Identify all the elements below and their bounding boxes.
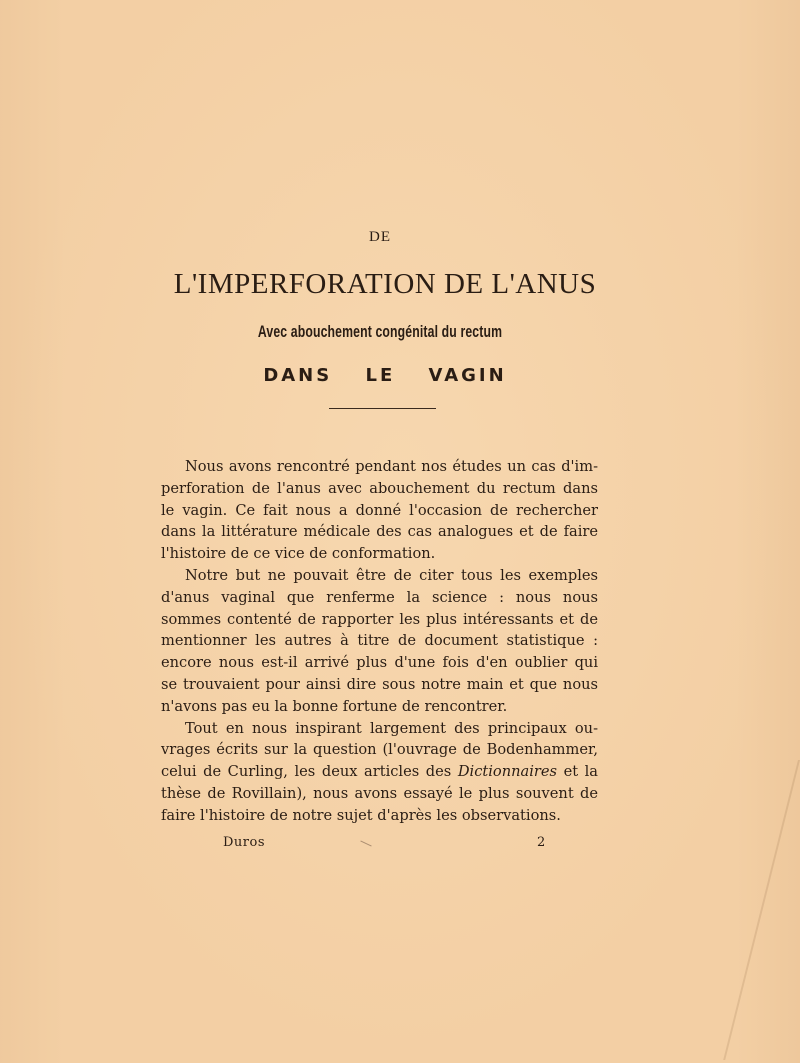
text-line: dans la littérature médicale des cas analogues et de faire — [161, 523, 598, 541]
text-line: d'anus vaginal que renferme la science : nous nous — [161, 588, 598, 606]
page-crease — [723, 760, 800, 1060]
title-divider — [329, 408, 436, 409]
page-title: L'IMPERFORATION DE L'ANUS — [173, 268, 597, 300]
text-line: faire l'histoire de notre sujet d'après les observations. — [161, 806, 561, 824]
text-line-with-italic — [161, 761, 598, 783]
text-line: Nous avons rencontré pendant nos études un cas d'im- — [185, 458, 598, 475]
text-line: encore nous est-il arrivé plus d'une fois d'en oublier qui — [161, 654, 598, 672]
subtitle-dans-le-vagin: DANS LE VAGIN — [263, 365, 507, 386]
text-line: n'avons pas eu la bonne fortune de rencontrer. — [161, 697, 508, 715]
heading-de: DE — [369, 229, 391, 245]
text-segment: et la — [563, 763, 599, 781]
italic-dictionnaires: Dictionnaires — [457, 763, 557, 781]
text-line: mentionner les autres à titre de document statistique : — [161, 632, 598, 650]
text-line: perforation de l'anus avec abouchement du rectum dans — [161, 479, 598, 497]
text-line: thèse de Rovillain), nous avons essayé le plus souvent de — [161, 784, 598, 802]
subtitle: Avec abouchement congénital du rectum — [257, 322, 503, 341]
body-text — [161, 456, 598, 827]
text-line: sommes contenté de rapporter les plus intéressants et de — [161, 610, 598, 628]
printer-mark — [360, 841, 371, 847]
footer-author: Duros — [223, 835, 266, 850]
text-line: se trouvaient pour ainsi dire sous notre main et que nous — [161, 675, 598, 693]
paragraph-2 — [161, 565, 598, 718]
text-line: le vagin. Ce fait nous a donné l'occasion de rechercher — [161, 501, 598, 519]
footer-page-number: 2 — [537, 835, 546, 850]
text-segment: celui de Curling, les deux articles des — [161, 763, 452, 781]
text-line: vrages écrits sur la question (l'ouvrage de Bodenhammer, — [161, 741, 598, 759]
text-line: Tout en nous inspirant largement des principaux ou- — [185, 719, 598, 737]
paragraph-3 — [161, 718, 598, 827]
text-line: l'histoire de ce vice de conformation. — [161, 545, 436, 563]
text-line: Notre but ne pouvait être de citer tous les exemples — [185, 566, 598, 584]
paragraph-1 — [161, 456, 598, 565]
